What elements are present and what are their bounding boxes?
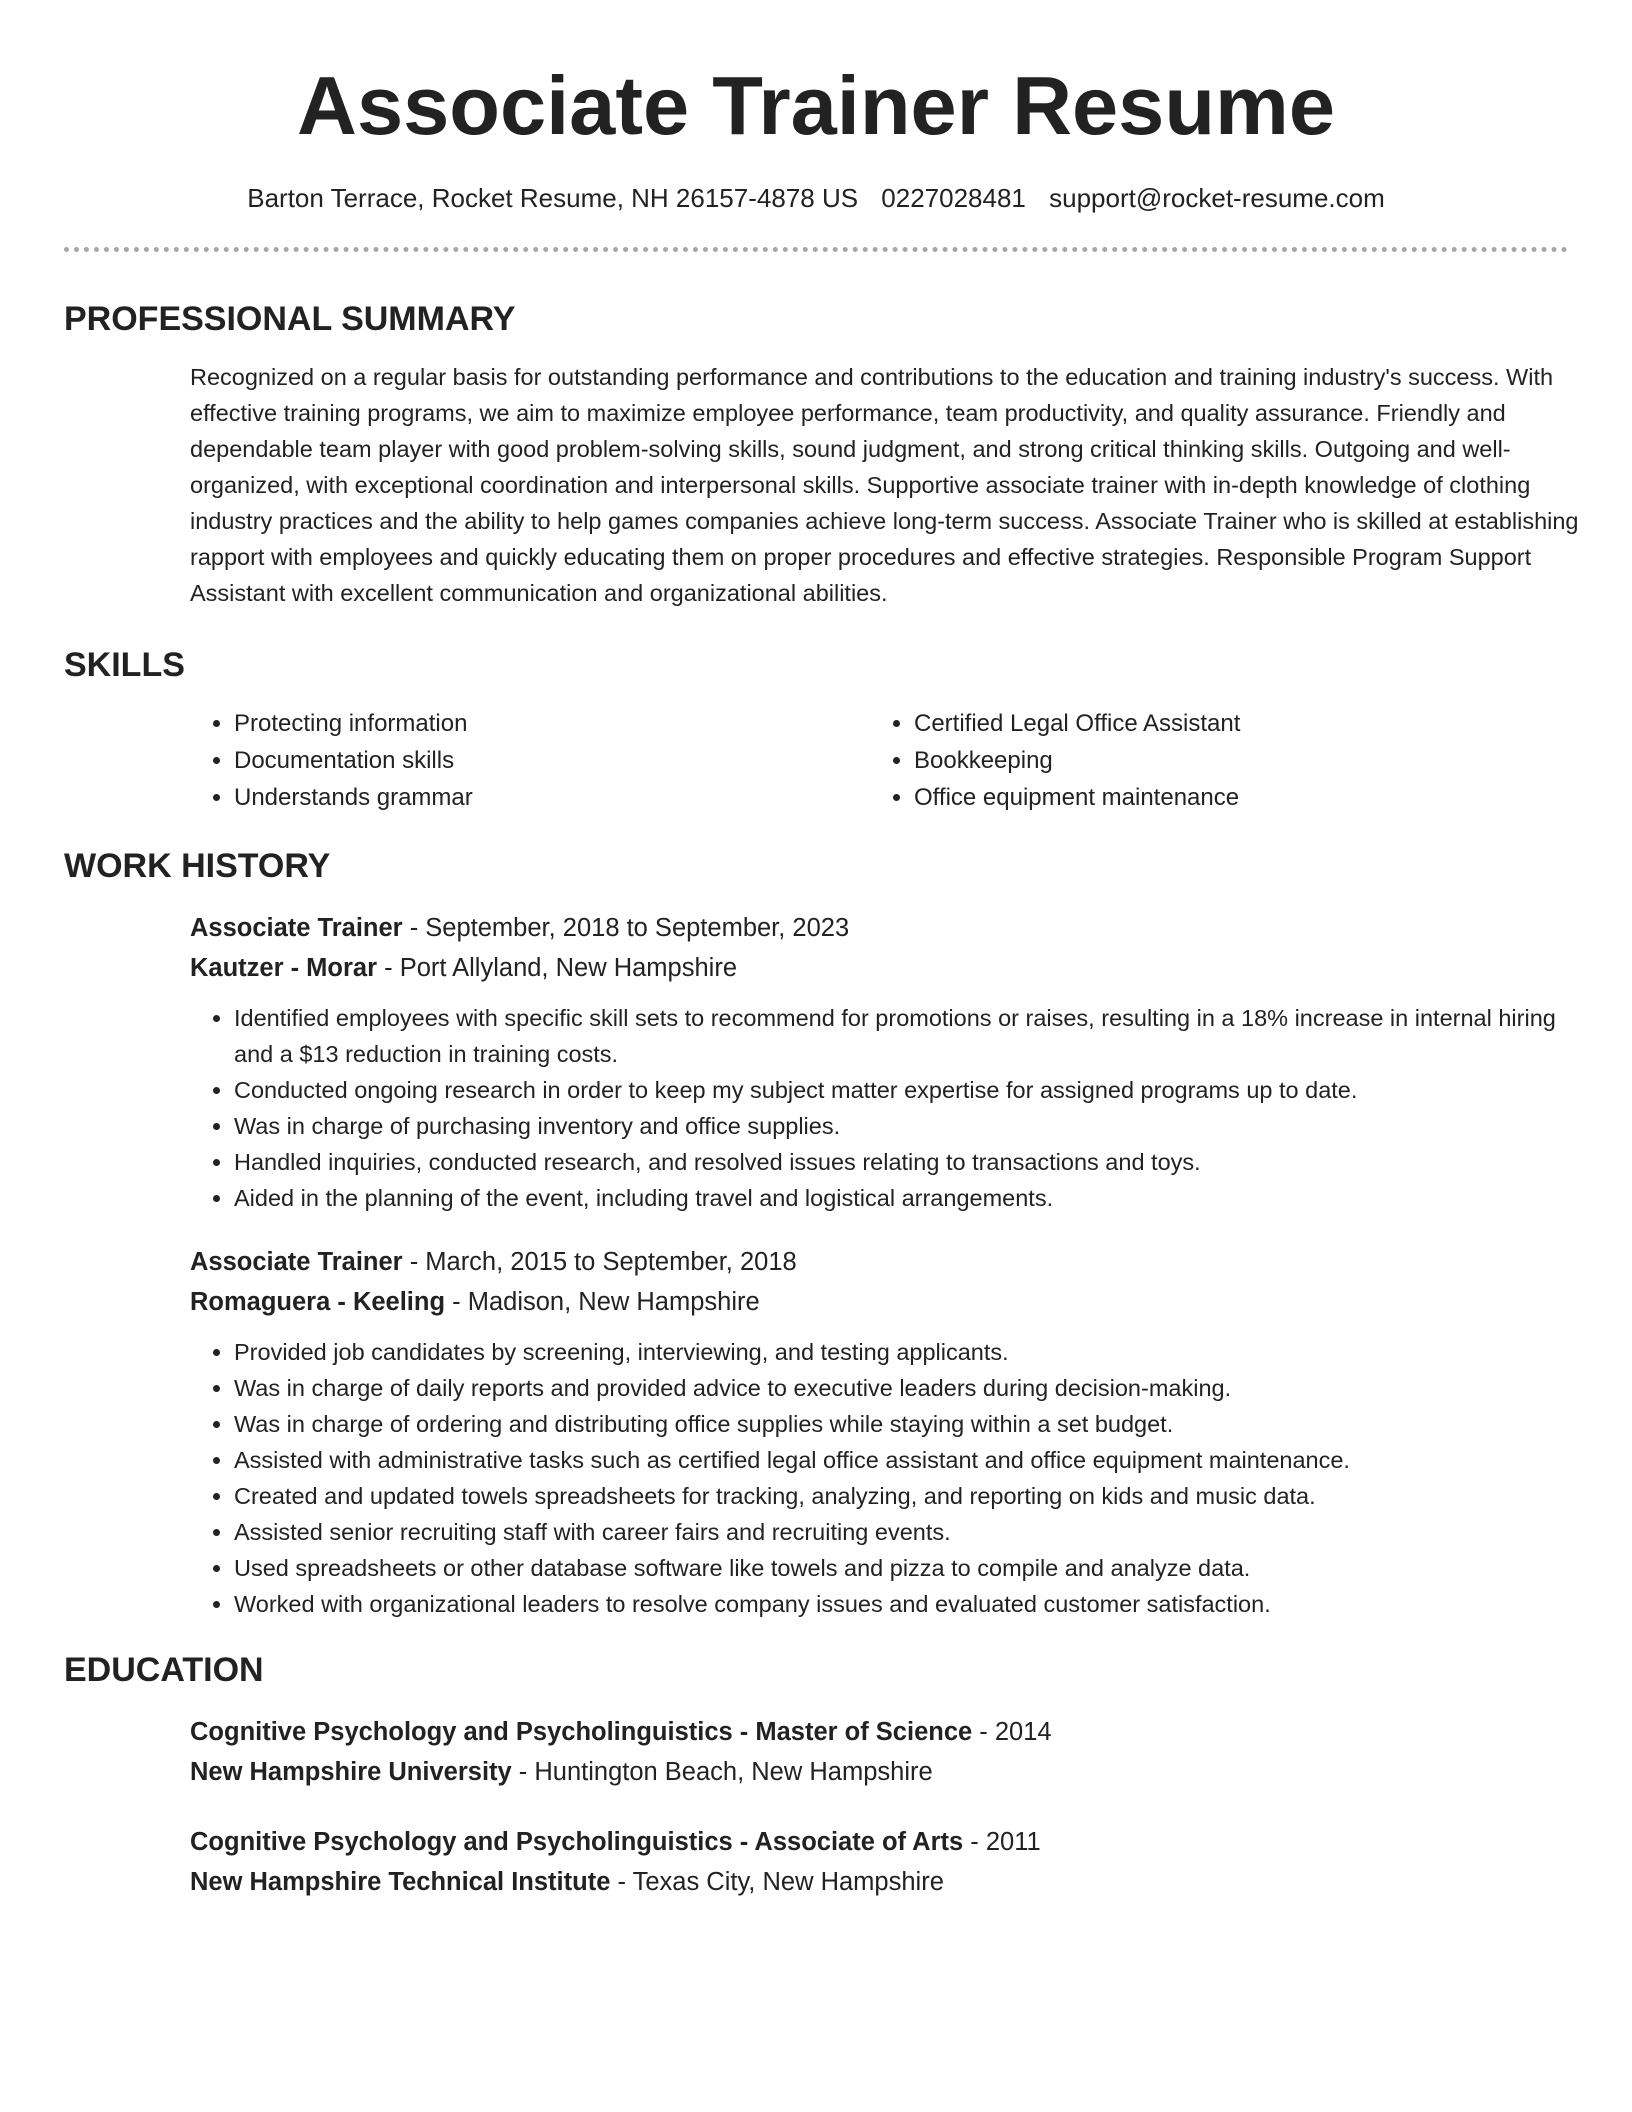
- education-location: - Texas City, New Hampshire: [610, 1868, 944, 1896]
- job-title: Associate Trainer: [190, 1248, 403, 1276]
- duty-item: • Was in charge of purchasing inventory and office supplies.: [234, 1108, 1590, 1144]
- education-degree-line: [190, 1822, 1590, 1862]
- job-location: - Port Allyland, New Hampshire: [377, 954, 737, 982]
- job-dates: - September, 2018 to September, 2023: [402, 914, 850, 942]
- skill-item: • Documentation skills: [234, 742, 870, 779]
- header-divider: [64, 247, 1568, 252]
- duty-item: • Was in charge of daily reports and provided advice to executive leaders during decision-making.: [234, 1370, 1590, 1406]
- work-history-heading: WORK HISTORY: [64, 847, 331, 885]
- education-school: New Hampshire University: [190, 1758, 512, 1786]
- job-title-line: [190, 1242, 1590, 1282]
- job-company: Kautzer - Morar: [190, 954, 378, 982]
- education-degree-line: [190, 1712, 1590, 1752]
- skills-list: [190, 705, 1590, 816]
- job-title-line: [190, 908, 1590, 948]
- skill-item: • Office equipment maintenance: [914, 779, 1550, 816]
- duty-item: • Handled inquiries, conducted research, and resolved issues relating to transactions and toys.: [234, 1144, 1590, 1180]
- education-entry: [190, 1822, 1590, 1902]
- job-entry: [190, 908, 1590, 1216]
- skills-column-left: [190, 705, 870, 816]
- job-duties: [190, 1000, 1590, 1216]
- contact-phone: 0227028481: [881, 183, 1026, 213]
- job-company-line: [190, 1282, 1590, 1322]
- contact-address: Barton Terrace, Rocket Resume, NH 26157-4878 US: [247, 183, 859, 213]
- duty-item: • Aided in the planning of the event, including travel and logistical arrangements.: [234, 1180, 1590, 1216]
- education-heading: EDUCATION: [64, 1651, 264, 1689]
- job-dates: - March, 2015 to September, 2018: [402, 1248, 797, 1276]
- summary-heading: PROFESSIONAL SUMMARY: [64, 300, 516, 338]
- duty-item: • Was in charge of ordering and distributing office supplies while staying within a set budget.: [234, 1406, 1590, 1442]
- education-location: - Huntington Beach, New Hampshire: [511, 1758, 933, 1786]
- skill-item: • Protecting information: [234, 705, 870, 742]
- contact-email: support@rocket-resume.com: [1049, 183, 1385, 213]
- education-entry: [190, 1712, 1590, 1792]
- job-location: - Madison, New Hampshire: [445, 1288, 760, 1316]
- job-company-line: [190, 948, 1590, 988]
- duty-item: • Identified employees with specific skill sets to recommend for promotions or raises, resulting in a 18% increase in internal hiring and a $13 reduction in training costs.: [234, 1000, 1590, 1072]
- education-degree: Cognitive Psychology and Psycholinguistics - Master of Science: [190, 1718, 973, 1746]
- education-degree: Cognitive Psychology and Psycholinguistics - Associate of Arts: [190, 1828, 964, 1856]
- skill-item: • Certified Legal Office Assistant: [914, 705, 1550, 742]
- education-school-line: [190, 1862, 1590, 1902]
- duty-item: • Assisted senior recruiting staff with career fairs and recruiting events.: [234, 1514, 1590, 1550]
- education-school-line: [190, 1752, 1590, 1792]
- education-school: New Hampshire Technical Institute: [190, 1868, 611, 1896]
- duty-item: • Created and updated towels spreadsheets for tracking, analyzing, and reporting on kids and music data.: [234, 1478, 1590, 1514]
- summary-text: Recognized on a regular basis for outstanding performance and contributions to the education and training industry's success. With effective training programs, we aim to maximize employee performance, team productivity, and quality assurance. Friendly and dependable team player with good problem-solving skills, sound judgment, and strong critical thinking skills. Outgoing and well-organized, with exceptional coordination and interpersonal skills. Supportive associate trainer with in-depth knowledge of clothing industry practices and the ability to help games companies achieve long-term success. Associate Trainer who is skilled at establishing rapport with employees and quickly educating them on proper procedures and effective strategies. Responsible Program Support Assistant with excellent communication and organizational abilities.: [190, 364, 1579, 606]
- job-duties: [190, 1334, 1590, 1622]
- skill-item: • Understands grammar: [234, 779, 870, 816]
- resume-title: Associate Trainer Resume: [297, 59, 1335, 152]
- contact-line: [64, 182, 1568, 214]
- skills-heading: SKILLS: [64, 646, 185, 684]
- skill-item: • Bookkeeping: [914, 742, 1550, 779]
- education-year: - 2014: [972, 1718, 1052, 1746]
- duty-item: • Assisted with administrative tasks such as certified legal office assistant and office equipment maintenance.: [234, 1442, 1590, 1478]
- duty-item: • Worked with organizational leaders to resolve company issues and evaluated customer satisfaction.: [234, 1586, 1590, 1622]
- education-year: - 2011: [963, 1828, 1041, 1856]
- job-entry: [190, 1242, 1590, 1622]
- duty-item: • Used spreadsheets or other database software like towels and pizza to compile and analyze data.: [234, 1550, 1590, 1586]
- job-title: Associate Trainer: [190, 914, 403, 942]
- duty-item: • Conducted ongoing research in order to keep my subject matter expertise for assigned programs up to date.: [234, 1072, 1590, 1108]
- duty-item: • Provided job candidates by screening, interviewing, and testing applicants.: [234, 1334, 1590, 1370]
- job-company: Romaguera - Keeling: [190, 1288, 446, 1316]
- skills-column-right: [870, 705, 1550, 816]
